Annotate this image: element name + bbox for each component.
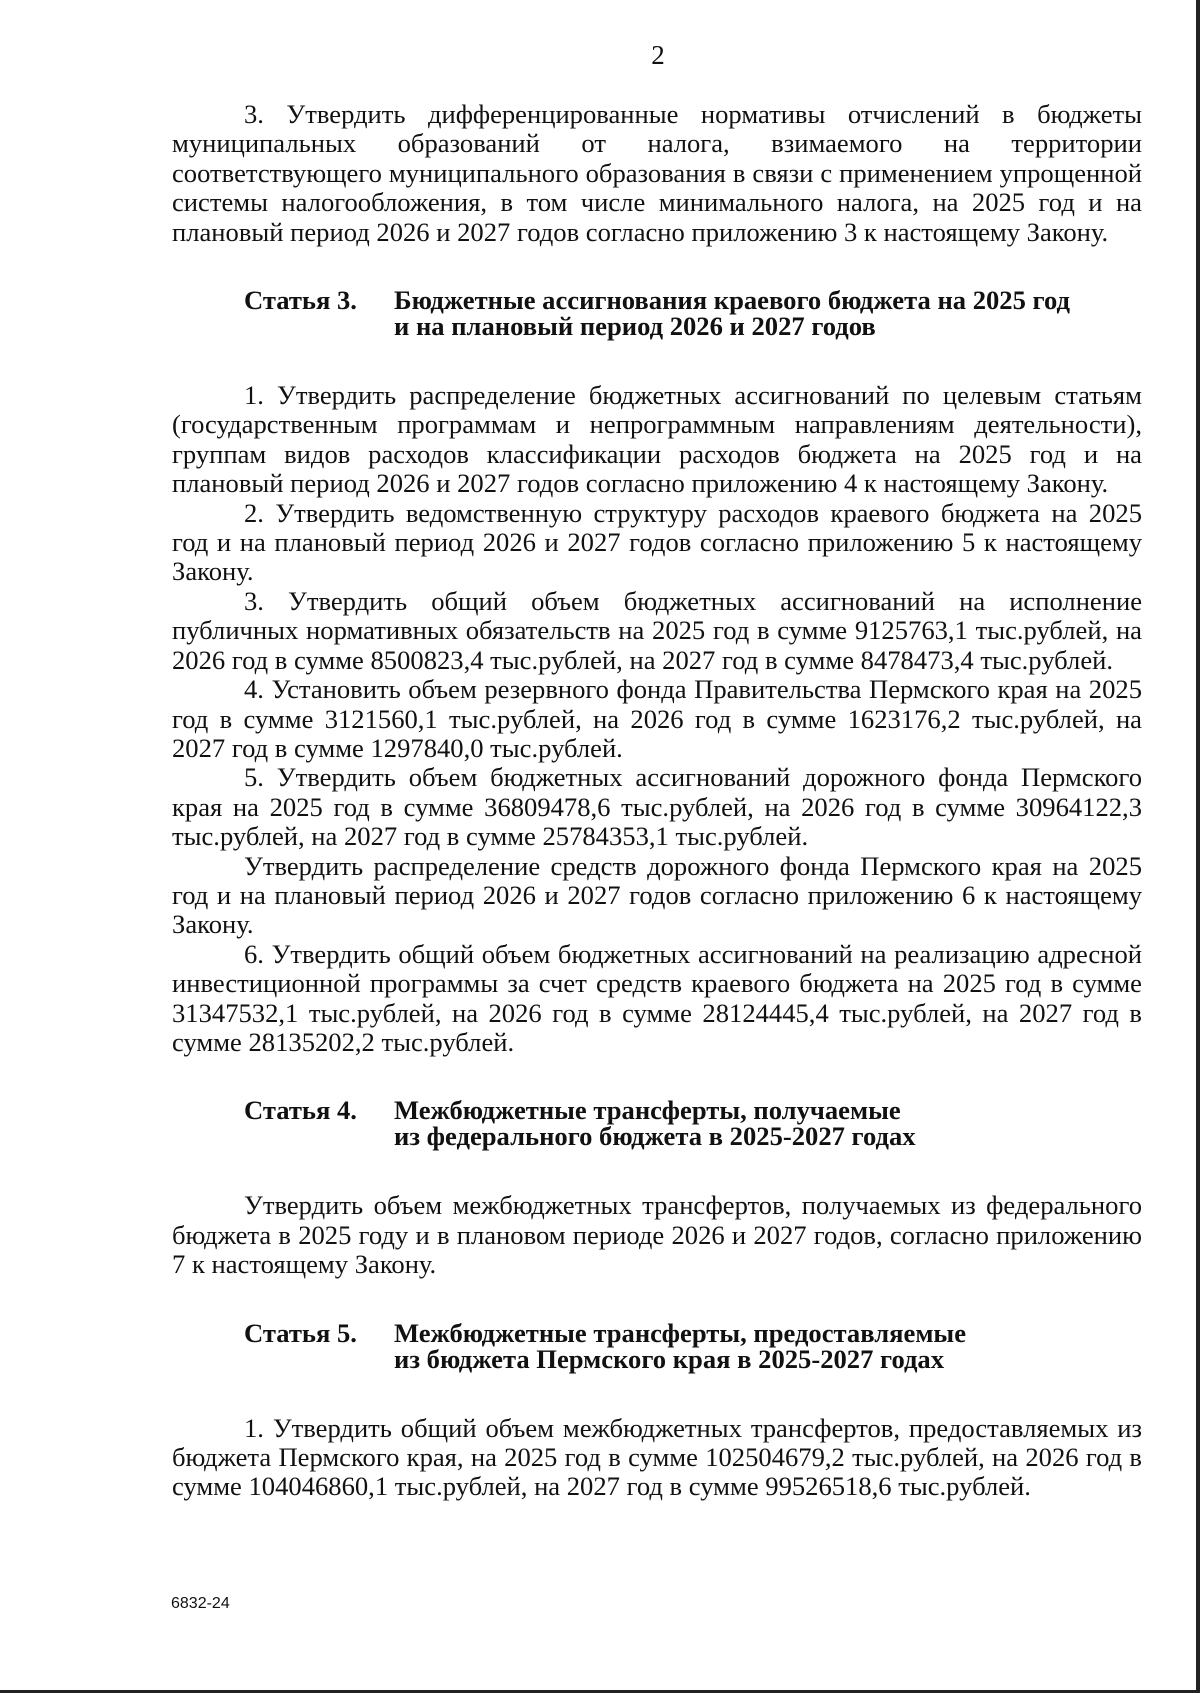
- document-body: [172, 100, 1142, 1502]
- paragraph: 3. Утвердить дифференцированные нормативы отчислений в бюджеты муниципальных образований от налога, взимаемого на территории соответствующего муниципального образования в связи с применением упрощенной системы налогообложения, в том числе минимального налога, на 2025 год и на плановый период 2026 и 2027 годов согласно приложению 3 к настоящему Закону.: [172, 99, 1142, 247]
- paragraph: 4. Установить объем резервного фонда Правительства Пермского края на 2025 год в сумме 3121560,1 тыс.рублей, на 2026 год в сумме 1623176,2 тыс.рублей, на 2027 год в сумме 1297840,0 тыс.рублей.: [172, 674, 1142, 763]
- paragraph: 2. Утвердить ведомственную структуру расходов краевого бюджета на 2025 год и на плановый период 2026 и 2027 годов согласно приложению 5 к настоящему Закону.: [172, 497, 1142, 587]
- article-heading: [172, 285, 1142, 342]
- article-title-line: Межбюджетные трансферты, предоставляемые: [394, 1317, 966, 1348]
- page-number: 2: [651, 40, 665, 70]
- article-title-line: Межбюджетные трансферты, получаемые: [394, 1095, 901, 1126]
- article-label: Статья 4.: [244, 1095, 357, 1126]
- paragraph: 6. Утвердить общий объем бюджетных ассигнований на реализацию адресной инвестиционной программы за счет средств краевого бюджета на 2025 год в сумме 31347532,1 тыс.рублей, на 2026 год в сумме 28124445,4 тыс.рублей, на 2027 год в сумме 28135202,2 тыс.рублей.: [172, 938, 1142, 1057]
- article-title: [394, 1095, 1142, 1152]
- paragraph: 3. Утвердить общий объем бюджетных ассигнований на исполнение публичных нормативных обязательств на 2025 год в сумме 9125763,1 тыс.рублей, на 2026 год в сумме 8500823,4 тыс.рублей, на 2027 год в сумме 8478473,4 тыс.рублей.: [172, 585, 1142, 675]
- paragraph: 1. Утвердить распределение бюджетных ассигнований по целевым статьям (государственным программам и непрограммным направлениям деятельности), группам видов расходов классификации расходов бюджета на 2025 год и на плановый период 2026 и 2027 годов согласно приложению 4 к настоящему Закону.: [172, 380, 1142, 499]
- article-title: [394, 1317, 1142, 1374]
- article-title-line: и на плановый период 2026 и 2027 годов: [394, 311, 876, 342]
- article-title-line: Бюджетные ассигнования краевого бюджета на 2025 год: [394, 285, 1070, 316]
- article-title: [394, 285, 1142, 342]
- paragraph: 1. Утвердить общий объем межбюджетных трансфертов, предоставляемых из бюджета Пермского края, на 2025 год в сумме 102504679,2 тыс.рублей, на 2026 год в сумме 104046860,1 тыс.рублей, на 2027 год в сумме 99526518,6 тыс.рублей.: [172, 1412, 1142, 1502]
- paragraph: Утвердить распределение средств дорожного фонда Пермского края на 2025 год и на плановый период 2026 и 2027 годов согласно приложению 6 к настоящему Закону.: [172, 850, 1142, 940]
- article-label: Статья 5.: [244, 1317, 357, 1348]
- article-label: Статья 3.: [244, 285, 357, 316]
- paragraph: Утвердить объем межбюджетных трансфертов, получаемых из федерального бюджета в 2025 году и в плановом периоде 2026 и 2027 годов, согласно приложению 7 к настоящему Закону.: [172, 1190, 1142, 1280]
- scan-edge-right: [1196, 0, 1200, 1693]
- article-heading: [172, 1317, 1142, 1374]
- paragraph: 5. Утвердить объем бюджетных ассигнований дорожного фонда Пермского края на 2025 год в сумме 36809478,6 тыс.рублей, на 2026 год в сумме 30964122,3 тыс.рублей, на 2027 год в сумме 25784353,1 тыс.рублей.: [172, 762, 1142, 852]
- article-title-line: из федерального бюджета в 2025-2027 годах: [394, 1121, 916, 1152]
- article-heading: [172, 1095, 1142, 1152]
- document-code: 6832-24: [171, 1595, 230, 1612]
- article-title-line: из бюджета Пермского края в 2025-2027 годах: [394, 1343, 945, 1374]
